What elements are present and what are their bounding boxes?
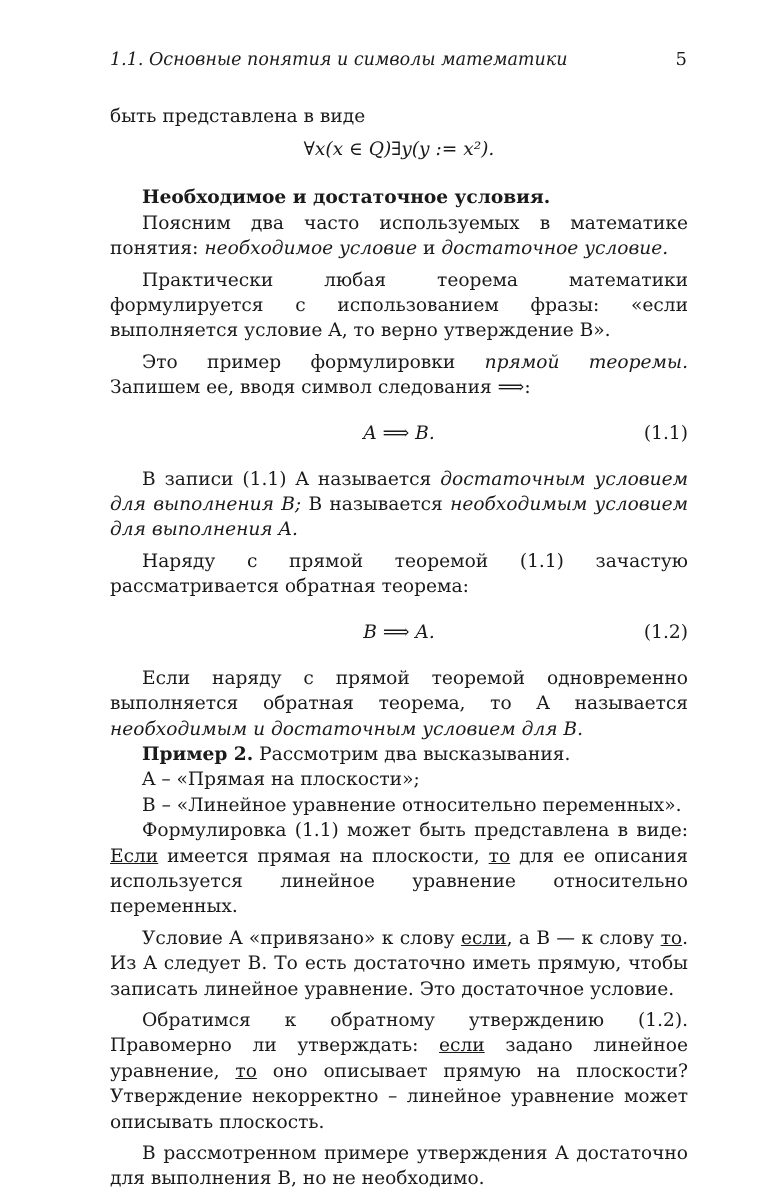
eq1-expression: A ⟹ B. <box>363 422 435 444</box>
example-label: Пример 2. <box>142 743 254 765</box>
p1-d: достаточное условие. <box>441 238 669 260</box>
formula-quantifier <box>110 137 688 167</box>
eq2-expression: B ⟹ A. <box>363 621 435 643</box>
p3-a: Это пример формулировки <box>142 351 456 373</box>
paragraph-8 <box>110 926 688 1002</box>
equation-1-1 <box>110 421 688 451</box>
page-number: 5 <box>675 49 687 70</box>
formula-expression: ∀x(x ∈ Q)∃y(y := x²). <box>303 139 495 161</box>
p4-b: достаточным условием для выполнения B; <box>110 468 688 516</box>
p1-c: и <box>423 238 436 260</box>
paragraph-7 <box>110 818 688 920</box>
header-title: 1.1. Основные понятия и символы математики <box>110 50 568 70</box>
p8-b: если <box>460 927 507 949</box>
p9-b: если <box>439 1035 485 1057</box>
page-body <box>110 104 688 1198</box>
p8-e: . Из A следует B. То есть достаточно иметь прямую, чтобы записать линейное уравнение. Это достаточное условие. <box>110 927 688 1000</box>
statement-b: B – «Линейное уравнение относительно переменных». <box>142 794 682 816</box>
running-header <box>110 46 687 74</box>
p7-c: имеется прямая на плоскости, <box>167 845 480 867</box>
p8-d: то <box>660 927 683 949</box>
example-text: Рассмотрим два высказывания. <box>259 743 571 765</box>
paragraph-1 <box>110 211 688 262</box>
intro-text: быть представлена в виде <box>110 106 366 127</box>
p9-a: Обратимся к обратному утверждению (1.2). Правомерно ли утверждать: <box>110 1009 688 1057</box>
eq2-tag: (1.2) <box>643 621 688 643</box>
p8-a: Условие A «привязано» к слову <box>142 927 455 949</box>
p8-c: , а B — к слову <box>506 927 655 949</box>
p4-d: необходимым условием для выполнения A. <box>110 494 689 541</box>
p9-e: оно описывает прямую на плоскости? Утверждение некорректно – линейное уравнение может описывать плоскость. <box>110 1060 688 1133</box>
p4-c: B называется <box>308 494 443 516</box>
section-heading: Необходимое и достаточное условия. <box>142 187 551 209</box>
p9-d: то <box>235 1060 257 1082</box>
paragraph-6 <box>110 666 688 742</box>
p1-a: Поясним два часто используемых в математике понятия: <box>110 212 688 260</box>
p9-c: задано линейное уравнение, <box>110 1035 689 1082</box>
p4-a: В записи (1.1) A называется <box>142 468 432 490</box>
paragraph-4 <box>110 467 688 543</box>
p7-a: Формулировка (1.1) может быть представлена в виде: <box>142 820 688 842</box>
p7-b: Если <box>110 845 159 867</box>
paragraph-5: Наряду с прямой теоремой (1.1) зачастую рассматривается обратная теорема: <box>110 550 688 598</box>
equation-1-2 <box>110 620 688 650</box>
paragraph-9 <box>110 1008 688 1135</box>
p7-d: то <box>488 845 511 867</box>
p3-b: прямой теоремы. <box>484 351 688 373</box>
eq1-tag: (1.1) <box>643 422 688 444</box>
p6-b: необходимым и достаточным условием для B. <box>110 718 584 740</box>
p6-a: Если наряду с прямой теоремой одновременно выполняется обратная теорема, то A называется <box>110 667 688 715</box>
p3-c: Запишем ее, вводя символ следования ⟹: <box>110 377 531 399</box>
p7-e: для ее описания используется линейное уравнение относительно переменных. <box>110 845 688 918</box>
statement-a: A – «Прямая на плоскости»; <box>142 769 420 791</box>
p1-b: необходимое условие <box>204 238 418 260</box>
paragraph-10: В рассмотренном примере утверждения A достаточно для выполнения B, но не необходимо. <box>110 1143 688 1190</box>
paragraph-3 <box>110 350 688 401</box>
example-2 <box>110 742 688 767</box>
paragraph-2: Практически любая теорема математики формулируется с использованием фразы: «если выполняется условие A, то верно утверждение B». <box>110 269 688 342</box>
